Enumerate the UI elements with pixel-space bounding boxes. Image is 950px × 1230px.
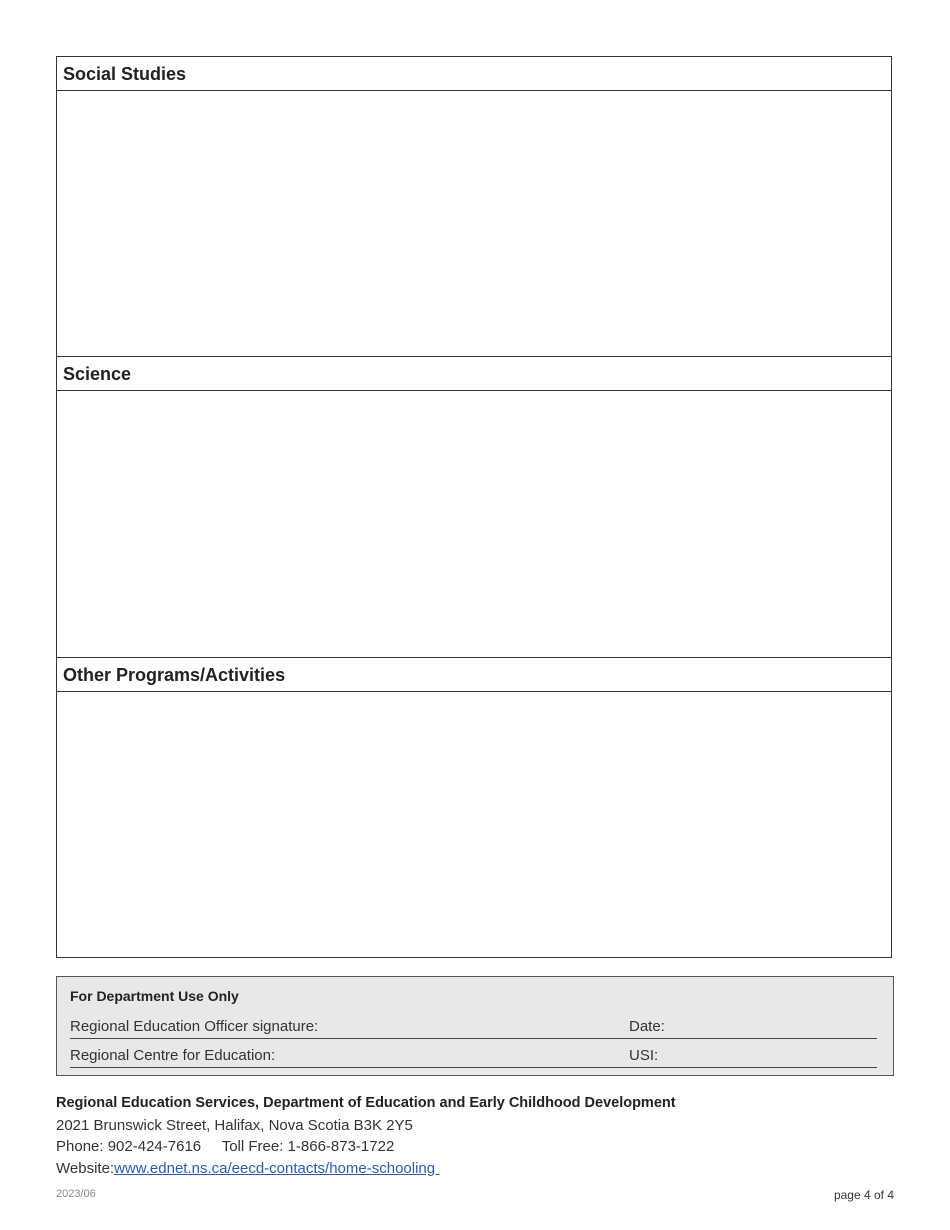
social-studies-body bbox=[57, 91, 891, 356]
science-section bbox=[56, 356, 892, 658]
usi-label: USI: bbox=[629, 1047, 659, 1064]
other-programs-heading: Other Programs/Activities bbox=[57, 658, 891, 692]
address-line: 2021 Brunswick Street, Halifax, Nova Scotia B3K 2Y5 bbox=[56, 1116, 413, 1134]
other-programs-section bbox=[56, 657, 892, 958]
department-use-title: For Department Use Only bbox=[70, 988, 239, 1004]
social-studies-input[interactable] bbox=[57, 91, 891, 356]
science-body bbox=[57, 391, 891, 657]
department-use-box bbox=[56, 976, 894, 1076]
organization-name: Regional Education Services, Department of Education and Early Childhood Development bbox=[56, 1095, 676, 1111]
website-line bbox=[56, 1158, 676, 1180]
other-programs-input[interactable] bbox=[57, 692, 891, 957]
social-studies-heading: Social Studies bbox=[57, 57, 891, 91]
phone-line bbox=[56, 1136, 676, 1158]
science-input[interactable] bbox=[57, 391, 891, 657]
website-label: Website: bbox=[56, 1159, 115, 1177]
phone-text: Phone: 902-424-7616 Toll Free: 1-866-873-1722 bbox=[56, 1138, 395, 1155]
science-heading: Science bbox=[57, 357, 891, 391]
social-studies-section bbox=[56, 56, 892, 357]
regional-centre-label: Regional Centre for Education: bbox=[70, 1047, 276, 1064]
page-number: page 4 of 4 bbox=[833, 1188, 894, 1202]
other-programs-body bbox=[57, 692, 891, 957]
officer-signature-row[interactable] bbox=[70, 1016, 877, 1039]
officer-signature-label: Regional Education Officer signature: bbox=[70, 1018, 319, 1035]
contact-footer bbox=[56, 1093, 676, 1179]
form-version: 2023/06 bbox=[56, 1188, 96, 1200]
date-label: Date: bbox=[629, 1018, 665, 1035]
website-link[interactable]: www.ednet.ns.ca/eecd-contacts/home-schooling bbox=[114, 1159, 440, 1177]
regional-centre-row[interactable] bbox=[70, 1045, 877, 1068]
